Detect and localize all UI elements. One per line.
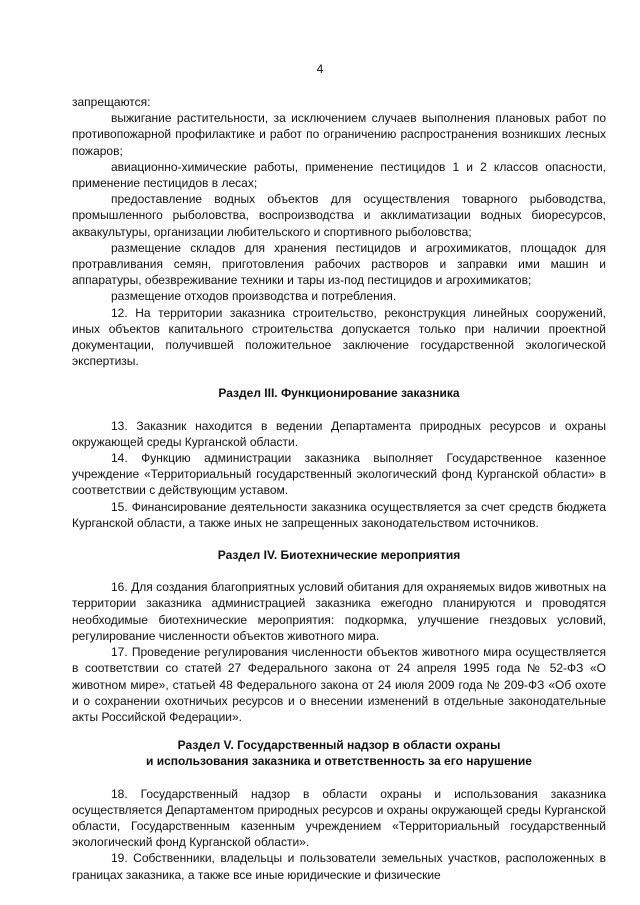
list-item: размещение отходов производства и потребления. [111,289,397,304]
spacer [72,402,606,418]
document-body [72,94,606,883]
spacer [72,369,606,385]
paragraph-14: 14. Функцию администрации заказника выполняет Государственное казенное учреждение «Территориальный государственный экологический фонд Курганской области» в соответствии с действующим уставом. [72,451,606,498]
paragraph-18: 18. Государственный надзор в области охраны и использования заказника осуществляется Департаментом природных ресурсов и охраны окружающей среды Курганской области, Государственным казенным учреждением «Территориальный государственный экологический фонд Курганской области». [72,786,606,850]
list-item: размещение складов для хранения пестицидов и агрохимикатов, площадок для протравливания семян, приготовления рабочих растворов и заправки ими машин и аппаратуры, обезвреживание техники и тары из-под пестицидов и агрохимикатов; [72,240,606,288]
paragraph-16: 16. Для создания благоприятных условий обитания для охраняемых видов животных на территории заказника администрацией заказника ежегодно планируются и проводятся необходимые биотехнические мероприятия: подкормка, улучшение гнездовых условий, регулирование численности объектов животного мира. [72,580,606,643]
list-item: выжигание растительности, за исключением случаев выполнения плановых работ по противопожарной профилактике и работ по ограничению распространения возникших лесных пожаров; [72,111,606,158]
paragraph-15: 15. Финансирование деятельности заказника осуществляется за счет средств бюджета Курганской области, а также иных не запрещенных законодательством источников. [72,499,606,530]
spacer [72,531,606,547]
spacer [72,725,606,737]
section-4-heading: Раздел IV. Биотехнические мероприятия [217,548,461,563]
section-5-heading-line-1: Раздел V. Государственный надзор в области охраны [177,738,501,753]
list-item: авиационно-химические работы, применение пестицидов 1 и 2 классов опасности, применение пестицидов в лесах; [72,159,606,191]
list-item: предоставление водных объектов для осуществления товарного рыбоводства, промышленного рыболовства, воспроизводства и акклиматизации водных биоресурсов, аквакультуры, организации любительского и спортивного рыболовства; [72,192,606,239]
section-5-heading-line-2: и использования заказника и ответственность за его нарушение [146,754,532,769]
paragraph-17: 17. Проведение регулирования численности объектов животного мира осуществляется в соответствии со статей 27 Федерального закона от 24 апреля 1995 года № 52-ФЗ «О животном мире», статьей 48 Федерального закона от 24 июля 2009 года № 209-ФЗ «Об охоте и о сохранении охотничьих ресурсов и о внесении изменений в отдельные законодательные акты Российской Федерации». [72,645,606,724]
paragraph-13: 13. Заказник находится в ведении Департамента природных ресурсов и охраны окружающей среды Курганской области. [72,418,606,449]
spacer [72,563,606,579]
intro-line: запрещаются: [72,95,151,109]
page-number: 4 [316,62,324,76]
section-3-heading: Раздел III. Функционирование заказника [218,386,460,401]
paragraph-19: 19. Собственники, владельцы и пользователи земельных участков, расположенных в границах заказника, а также все иные юридические и физические [72,851,606,882]
spacer [72,770,606,786]
paragraph-12: 12. На территории заказника строительство, реконструкция линейных сооружений, иных объектов капитального строительства допускается только при наличии проектной документации, получившей положительное заключение государственной экологической экспертизы. [72,305,606,369]
